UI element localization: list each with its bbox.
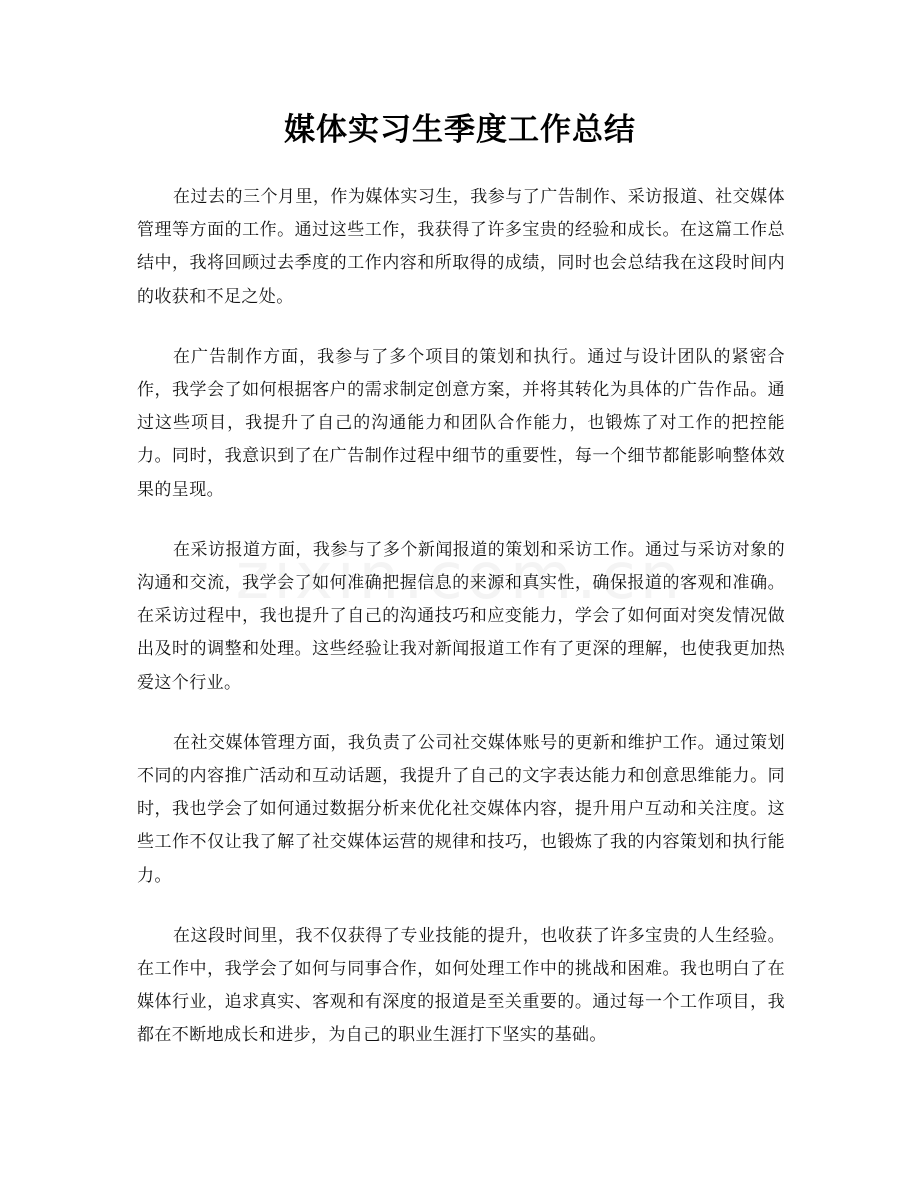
paragraph-intro: 在过去的三个月里，作为媒体实习生，我参与了广告制作、采访报道、社交媒体管理等方面的工作。通过这些工作，我获得了许多宝贵的经验和成长。在这篇工作总结中，我将回顾过去季度的工作内容和所取得的成绩，同时也会总结我在这段时间内的收获和不足之处。 (137, 187, 785, 307)
paragraph-reporting: 在采访报道方面，我参与了多个新闻报道的策划和采访工作。通过与采访对象的沟通和交流，我学会了如何准确把握信息的来源和真实性，确保报道的客观和准确。在采访过程中，我也提升了自己的沟通技巧和应变能力，学会了如何面对突发情况做出及时的调整和处理。这些经验让我对新闻报道工作有了更深的理解，也使我更加热爱这个行业。 (137, 539, 785, 693)
document-body (137, 181, 785, 1080)
paragraph-social-media: 在社交媒体管理方面，我负责了公司社交媒体账号的更新和维护工作。通过策划不同的内容推广活动和互动话题，我提升了自己的文字表达能力和创意思维能力。同时，我也学会了如何通过数据分析来优化社交媒体内容，提升用户互动和关注度。这些工作不仅让我了解了社交媒体运营的规律和技巧，也锻炼了我的内容策划和执行能力。 (137, 732, 785, 886)
document-title: 媒体实习生季度工作总结 (284, 112, 636, 148)
paragraph-advertising: 在广告制作方面，我参与了多个项目的策划和执行。通过与设计团队的紧密合作，我学会了如何根据客户的需求制定创意方案，并将其转化为具体的广告作品。通过这些项目，我提升了自己的沟通能力和团队合作能力，也锻炼了对工作的把控能力。同时，我意识到了在广告制作过程中细节的重要性，每一个细节都能影响整体效果的呈现。 (137, 346, 785, 500)
paragraph-conclusion: 在这段时间里，我不仅获得了专业技能的提升，也收获了许多宝贵的人生经验。在工作中，我学会了如何与同事合作，如何处理工作中的挑战和困难。我也明白了在媒体行业，追求真实、客观和有深度的报道是至关重要的。通过每一个工作项目，我都在不断地成长和进步，为自己的职业生涯打下坚实的基础。 (137, 925, 785, 1046)
